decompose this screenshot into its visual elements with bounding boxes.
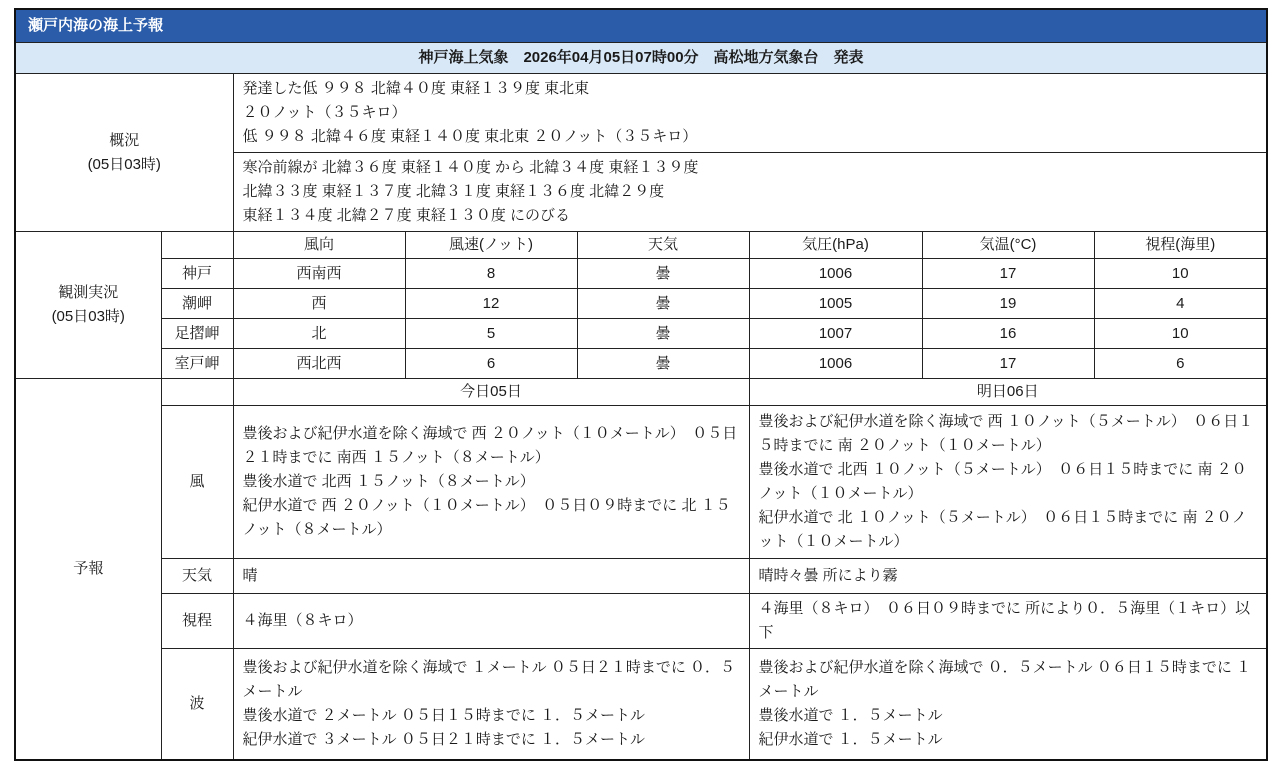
waves-tomorrow-line: 豊後水道で １．５メートル [758, 707, 943, 724]
table-row-ashizurimisaki [15, 319, 1267, 349]
pressure-value: 1006 [749, 259, 922, 289]
overview-line: 低 ９９８ 北緯４６度 東経１４０度 東北東 ２０ノット（３５キロ） [242, 128, 698, 145]
weather-value: 曇 [577, 319, 749, 349]
col-header-temp: 気温(°C) [922, 232, 1094, 259]
wind-today-line: 紀伊水道で 西 ２０ノット（１０メートル） ０５日０９時までに 北 １５ノット（８メートル） [242, 497, 731, 538]
visibility-row-label: 視程 [161, 594, 233, 649]
table-row-kobe [15, 259, 1267, 289]
temp-value: 17 [922, 349, 1094, 379]
overview-line: 東経１３４度 北緯２７度 東経１３０度 にのびる [242, 207, 571, 224]
overview-row-1 [15, 74, 1267, 153]
temp-value: 16 [922, 319, 1094, 349]
weather-today: 晴 [233, 559, 749, 594]
station-name: 潮岬 [161, 289, 233, 319]
marine-forecast-table [14, 8, 1268, 761]
observation-sublabel: (05日03時) [51, 308, 125, 325]
col-header-wind-speed: 風速(ノット) [405, 232, 577, 259]
pressure-value: 1006 [749, 349, 922, 379]
visibility-today: ４海里（８キロ） [233, 594, 749, 649]
wind-dir-value: 西北西 [233, 349, 405, 379]
temp-value: 17 [922, 259, 1094, 289]
weather-tomorrow: 晴時々曇 所により霧 [749, 559, 1267, 594]
wind-dir-value: 北 [233, 319, 405, 349]
visibility-tomorrow: ４海里（８キロ） ０６日０９時までに 所により０．５海里（１キロ）以下 [749, 594, 1267, 649]
title-row [15, 9, 1267, 43]
today-header: 今日05日 [233, 379, 749, 406]
overview-line: ２０ノット（３５キロ） [242, 104, 407, 121]
overview-label-cell [15, 74, 233, 232]
forecast-row-visibility [15, 594, 1267, 649]
weather-row-label: 天気 [161, 559, 233, 594]
overview-sublabel: (05日03時) [87, 155, 161, 173]
visibility-value: 4 [1094, 289, 1267, 319]
station-name: 室戸岬 [161, 349, 233, 379]
visibility-value: 6 [1094, 349, 1267, 379]
pressure-value: 1007 [749, 319, 922, 349]
observation-label-cell [15, 232, 161, 379]
subtitle-row [15, 43, 1267, 74]
wind-tomorrow [749, 406, 1267, 559]
waves-tomorrow-line: 紀伊水道で １．５メートル [758, 731, 943, 748]
wind-tomorrow-line: 紀伊水道で 北 １０ノット（５メートル） ０６日１５時までに 南 ２０ノット（１０メートル） [758, 509, 1247, 550]
overview-label: 概況 [109, 131, 140, 149]
col-header-weather: 天気 [577, 232, 749, 259]
overview-line: 北緯３３度 東経１３７度 北緯３１度 東経１３６度 北緯２９度 [242, 183, 665, 200]
overview-block-1 [233, 74, 1267, 153]
overview-block-2 [233, 153, 1267, 232]
weather-value: 曇 [577, 349, 749, 379]
weather-value: 曇 [577, 259, 749, 289]
forecast-row-label-spacer [161, 379, 233, 406]
overview-line: 発達した低 ９９８ 北緯４０度 東経１３９度 東北東 [242, 80, 590, 97]
wind-speed-value: 12 [405, 289, 577, 319]
col-header-visibility: 視程(海里) [1094, 232, 1267, 259]
forecast-label: 予報 [73, 560, 104, 577]
col-header-pressure: 気圧(hPa) [749, 232, 922, 259]
forecast-row-wind [15, 406, 1267, 559]
forecast-label-cell [15, 379, 161, 761]
forecast-row-weather [15, 559, 1267, 594]
waves-today-line: 豊後水道で ２メートル ０５日１５時までに １．５メートル [242, 707, 646, 724]
visibility-value: 10 [1094, 319, 1267, 349]
waves-tomorrow [749, 649, 1267, 761]
station-column-spacer [161, 232, 233, 259]
wind-dir-value: 西 [233, 289, 405, 319]
page-title: 瀬戸内海の海上予報 [15, 9, 1267, 43]
station-name: 足摺岬 [161, 319, 233, 349]
waves-today [233, 649, 749, 761]
temp-value: 19 [922, 289, 1094, 319]
marine-forecast-sheet [14, 8, 1268, 761]
col-header-wind-dir: 風向 [233, 232, 405, 259]
waves-today-line: 紀伊水道で ３メートル ０５日２１時までに １．５メートル [242, 731, 646, 748]
waves-row-label: 波 [161, 649, 233, 761]
station-name: 神戸 [161, 259, 233, 289]
waves-today-line: 豊後および紀伊水道を除く海域で １メートル ０５日２１時までに ０．５メートル [242, 659, 736, 700]
overview-line: 寒冷前線が 北緯３６度 東経１４０度 から 北緯３４度 東経１３９度 [242, 159, 699, 176]
forecast-header-row [15, 379, 1267, 406]
wind-today-line: 豊後水道で 北西 １５ノット（８メートル） [242, 473, 535, 490]
pressure-value: 1005 [749, 289, 922, 319]
forecast-row-waves [15, 649, 1267, 761]
observation-header-row [15, 232, 1267, 259]
wind-speed-value: 6 [405, 349, 577, 379]
observation-label: 観測実況 [58, 284, 119, 301]
table-row-murotomisaki [15, 349, 1267, 379]
waves-tomorrow-line: 豊後および紀伊水道を除く海域で ０．５メートル ０６日１５時までに １メートル [758, 659, 1252, 700]
weather-value: 曇 [577, 289, 749, 319]
wind-tomorrow-line: 豊後水道で 北西 １０ノット（５メートル） ０６日１５時までに 南 ２０ノット（１０メートル） [758, 461, 1247, 502]
tomorrow-header: 明日06日 [749, 379, 1267, 406]
wind-row-label: 風 [161, 406, 233, 559]
wind-speed-value: 5 [405, 319, 577, 349]
wind-today-line: 豊後および紀伊水道を除く海域で 西 ２０ノット（１０メートル） ０５日２１時までに 南西 １５ノット（８メートル） [242, 425, 738, 466]
visibility-value: 10 [1094, 259, 1267, 289]
issue-info: 神戸海上気象 2026年04月05日07時00分 高松地方気象台 発表 [15, 43, 1267, 74]
wind-dir-value: 西南西 [233, 259, 405, 289]
wind-speed-value: 8 [405, 259, 577, 289]
wind-tomorrow-line: 豊後および紀伊水道を除く海域で 西 １０ノット（５メートル） ０６日１５時までに 南 ２０ノット（１０メートル） [758, 413, 1254, 454]
table-row-shionomisaki [15, 289, 1267, 319]
wind-today [233, 406, 749, 559]
